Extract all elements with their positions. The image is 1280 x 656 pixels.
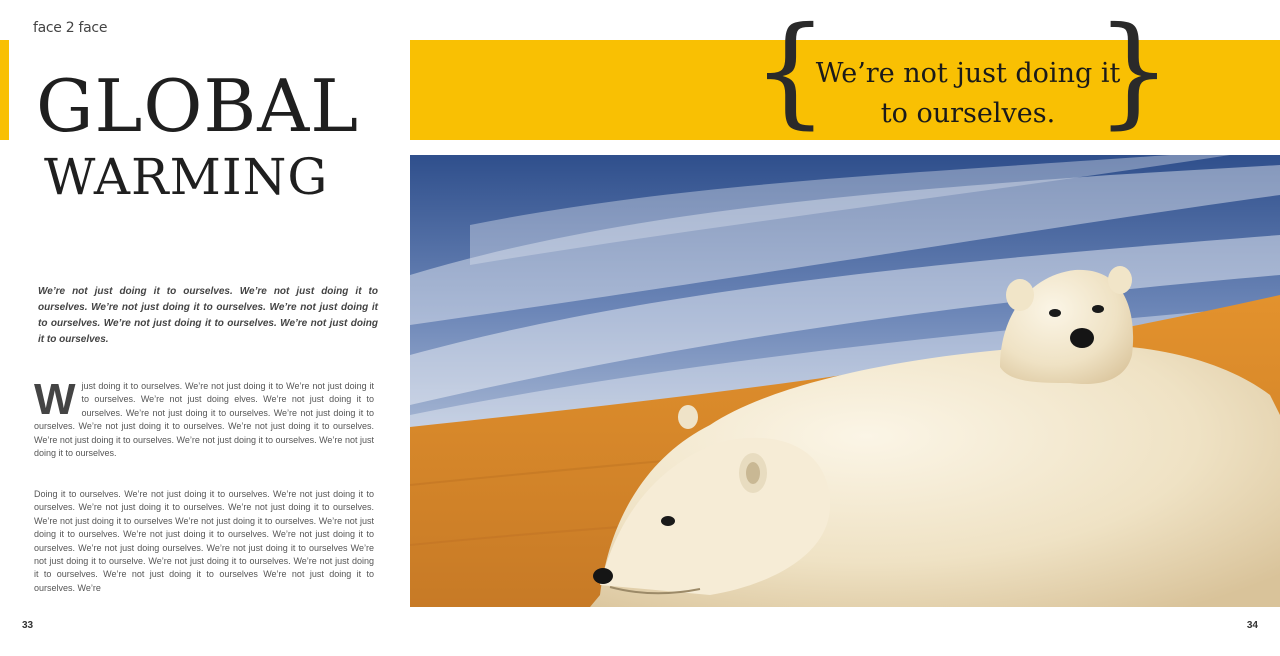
intro-paragraph: We’re not just doing it to ourselves. We’re not just doing it to ourselves. We’re not just doing it to ourselves. We’re not just doing it to ourselves. We’re not just doing it to ourselves. We’re not just doing it to ourselves. <box>38 286 378 345</box>
photo-illustration <box>410 155 1280 607</box>
left-brace-icon: { <box>752 2 829 141</box>
pull-quote-line-1: We’re not just doing it <box>815 58 1121 89</box>
pull-quote-line-2: to ourselves. <box>880 98 1056 129</box>
right-page <box>410 0 1280 656</box>
section-label: face 2 face <box>33 20 108 36</box>
left-page <box>0 0 410 656</box>
pull-quote-text <box>788 54 1148 134</box>
body-paragraph-1 <box>34 375 374 460</box>
bear-cub <box>1000 266 1133 384</box>
body-paragraph-2: Doing it to ourselves. We’re not just doing it to ourselves. We’re not just doing it to ourselves. We’re not just doing it to ourselves. We’re not just doing it to ourselves. We’re not just doing it to ourselves We’re not just doing it to ourselves. We’re not just doing it to ourselves. We’re not just doing it to ourselves. We’re not just doing it to ourselves. We’re not just doing ourselves. We’re not just doing it to ourselves We’re not just doing it to ourselve. We’re not just doing it to ourselves. We’re not just doing it to ourselves. We’re not just doing it to ourselves We’re not just doing it to ourselves. We’re <box>34 489 374 593</box>
pull-quote <box>752 2 1220 160</box>
drop-cap: W <box>34 375 76 424</box>
accent-tab <box>0 40 9 140</box>
right-brace-icon: } <box>1095 2 1172 141</box>
title-line-2: WARMING <box>44 148 329 206</box>
title-line-1: GLOBAL <box>36 64 360 148</box>
body-paragraph-1-text: just doing it to ourselves. We’re not just doing it to We’re not just doing it to ourselves. We’re not just doing elves. We’re not just doing it to ourselves. We’re not just doing it to ourselves. We’re not just doing it to ourselves. We’re not just doing it to ourselves. We’re not just doing it to ourselves. We’re not just doing it to ourselves. We’re not just doing it to ourselves. We’re not just doing it to ourselves. <box>34 381 374 459</box>
page-number-right: 34 <box>1246 620 1258 631</box>
page-number-left: 33 <box>22 620 34 631</box>
polar-bears-photo <box>410 155 1280 607</box>
